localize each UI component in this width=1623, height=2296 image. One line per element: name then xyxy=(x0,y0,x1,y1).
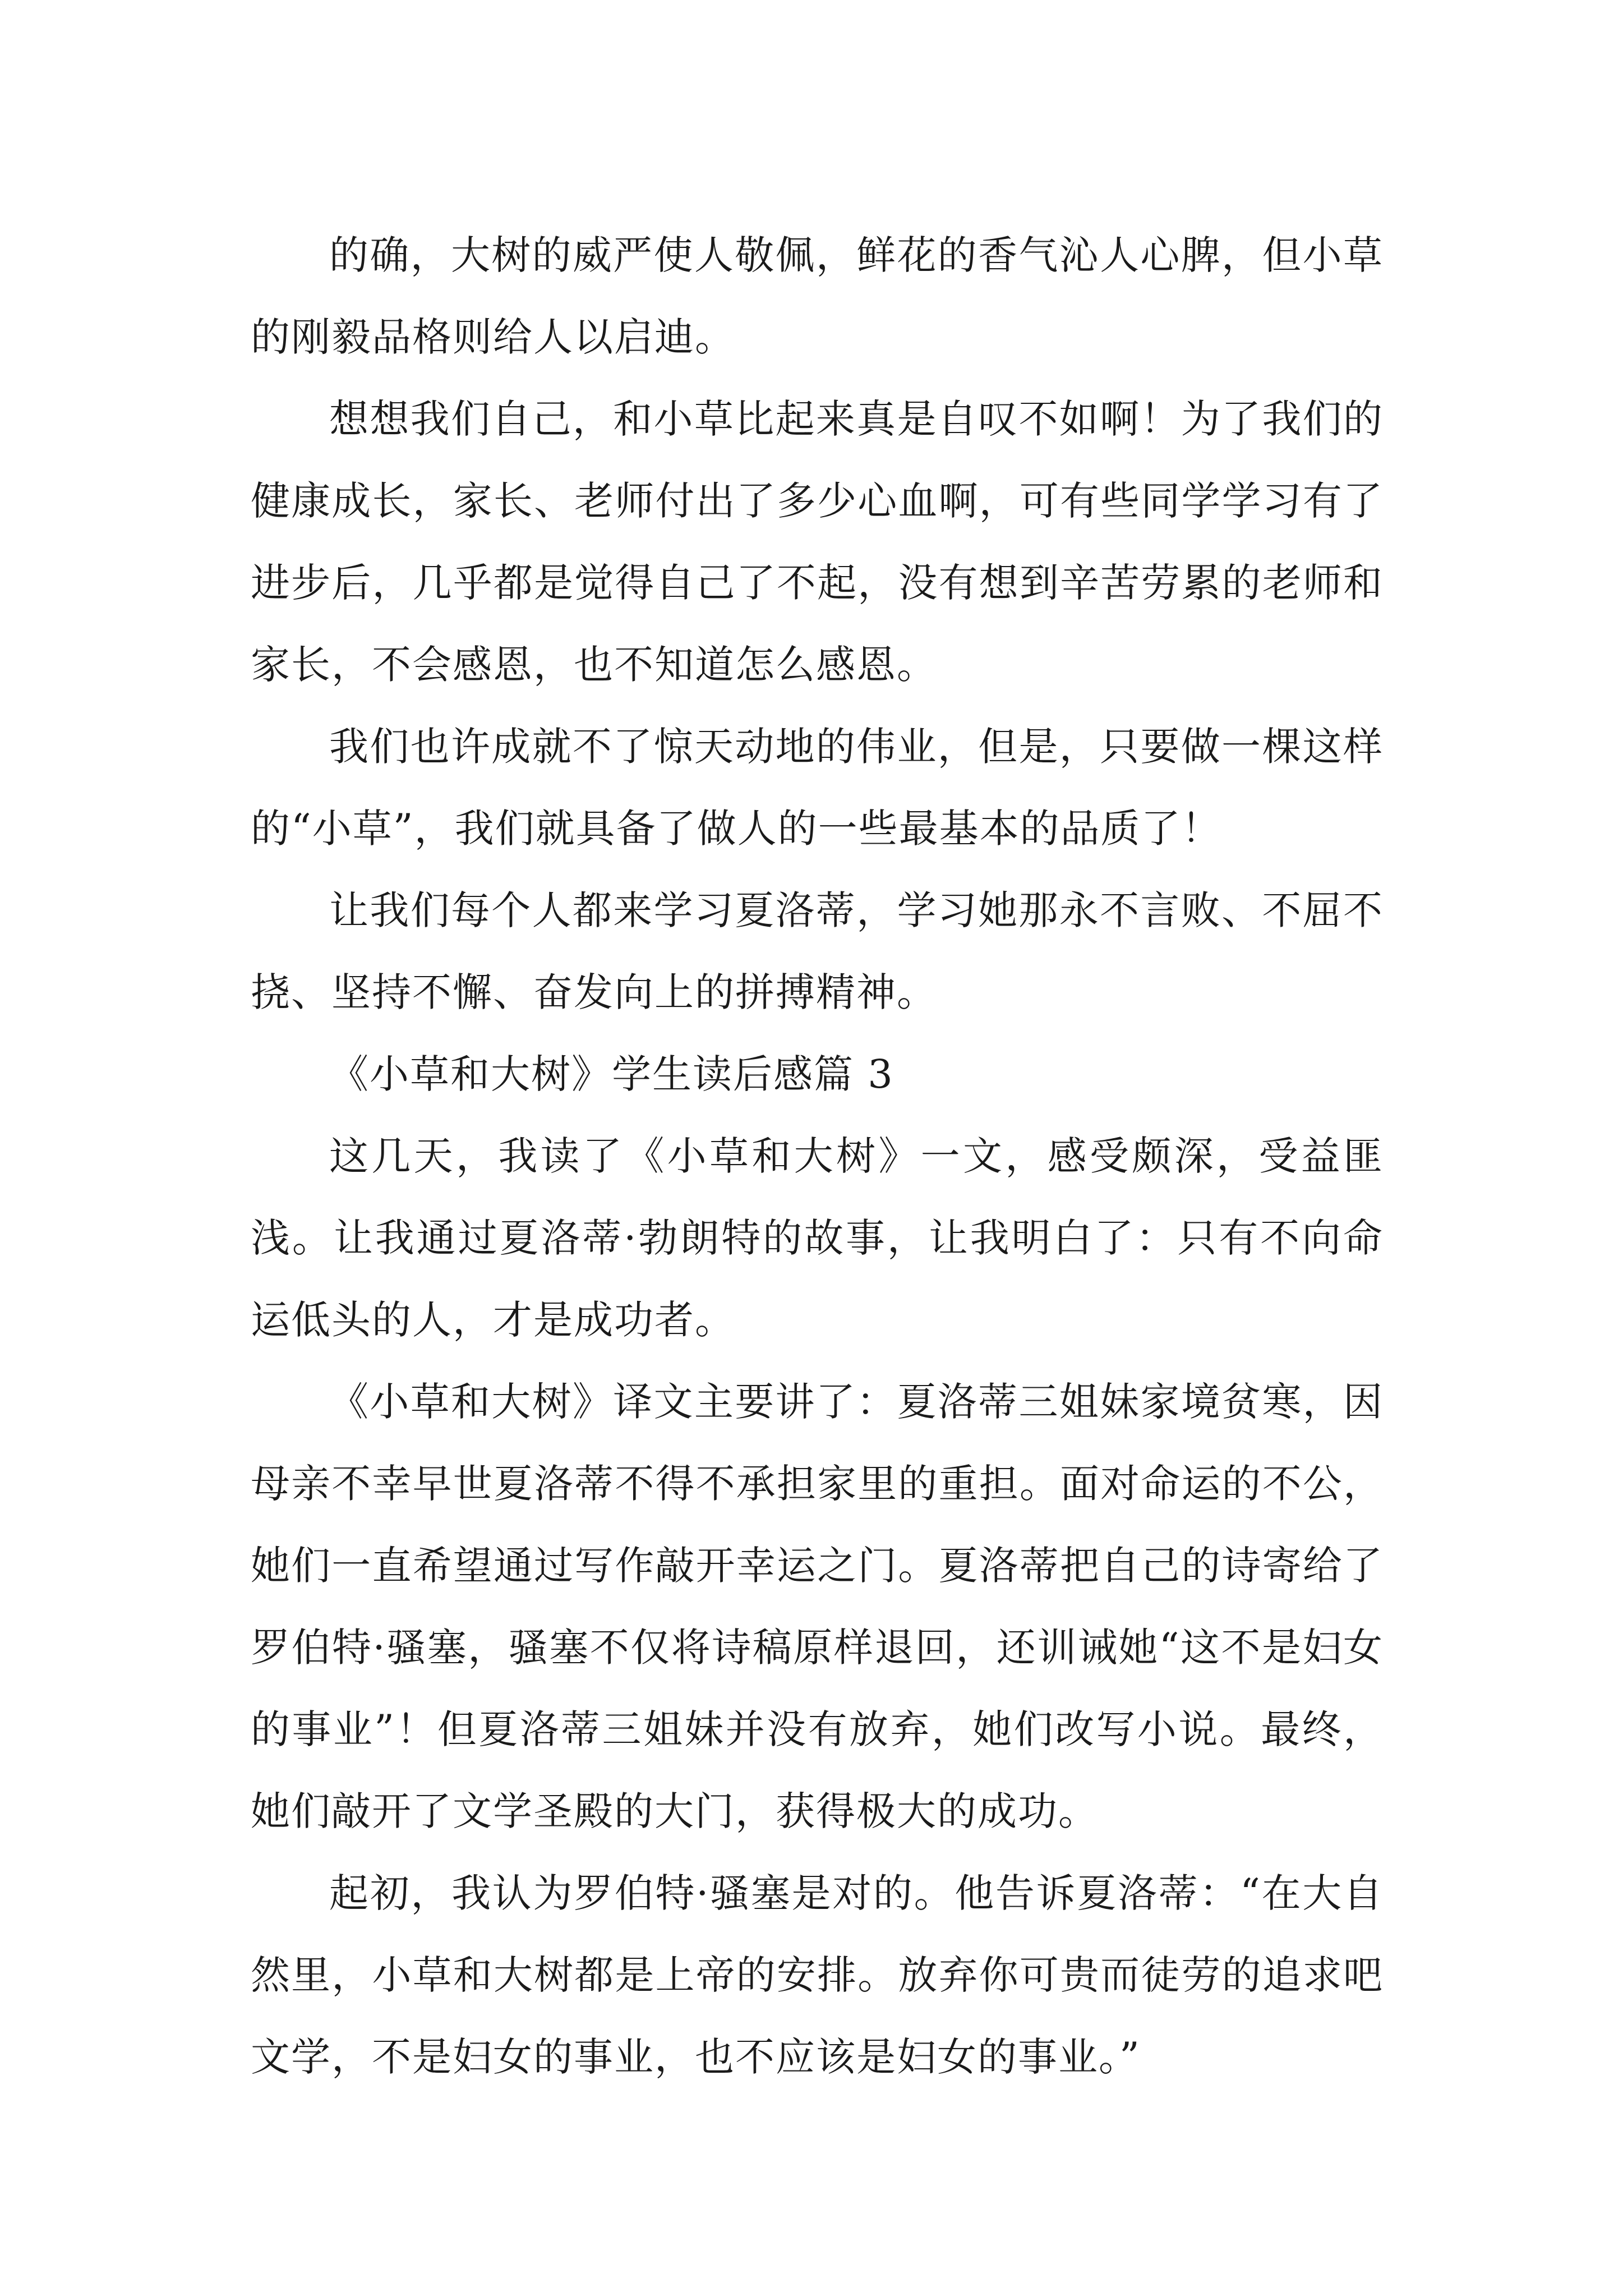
paragraph-2: 想想我们自己，和小草比起来真是自叹不如啊！为了我们的健康成长，家长、老师付出了多少心血啊，可有些同学学习有了进步后，几乎都是觉得自己了不起，没有想到辛苦劳累的老师和家长，不会感恩，也不知道怎么感恩。 xyxy=(251,396,1384,688)
paragraph-3: 我们也许成就不了惊天动地的伟业，但是，只要做一棵这样的“小草”，我们就具备了做人的一些最基本的品质了！ xyxy=(251,724,1384,852)
paragraph-4: 让我们每个人都来学习夏洛蒂，学习她那永不言败、不屈不挠、坚持不懈、奋发向上的拼搏精神。 xyxy=(251,887,1384,1015)
paragraph-1: 的确，大树的威严使人敬佩，鲜花的香气沁人心脾，但小草的刚毅品格则给人以启迪。 xyxy=(251,232,1384,360)
paragraph-5: 这几天，我读了《小草和大树》一文，感受颇深，受益匪浅。让我通过夏洛蒂·勃朗特的故事，让我明白了：只有不向命运低头的人，才是成功者。 xyxy=(251,1133,1384,1343)
paragraph-6: 《小草和大树》译文主要讲了：夏洛蒂三姐妹家境贫寒，因母亲不幸早世夏洛蒂不得不承担家里的重担。面对命运的不公，她们一直希望通过写作敲开幸运之门。夏洛蒂把自己的诗寄给了罗伯特·骚塞，骚塞不仅将诗稿原样退回，还训诫她“这不是妇女的事业”！但夏洛蒂三姐妹并没有放弃，她们改写小说。最终，她们敲开了文学圣殿的大门，获得极大的成功。 xyxy=(251,1379,1384,1834)
paragraph-7: 起初，我认为罗伯特·骚塞是对的。他告诉夏洛蒂：“在大自然里，小草和大树都是上帝的安排。放弃你可贵而徒劳的追求吧文学，不是妇女的事业，也不应该是妇女的事业。” xyxy=(251,1870,1384,2080)
section-heading: 《小草和大树》学生读后感篇 3 xyxy=(329,1051,894,1097)
document-body xyxy=(251,214,1384,2098)
